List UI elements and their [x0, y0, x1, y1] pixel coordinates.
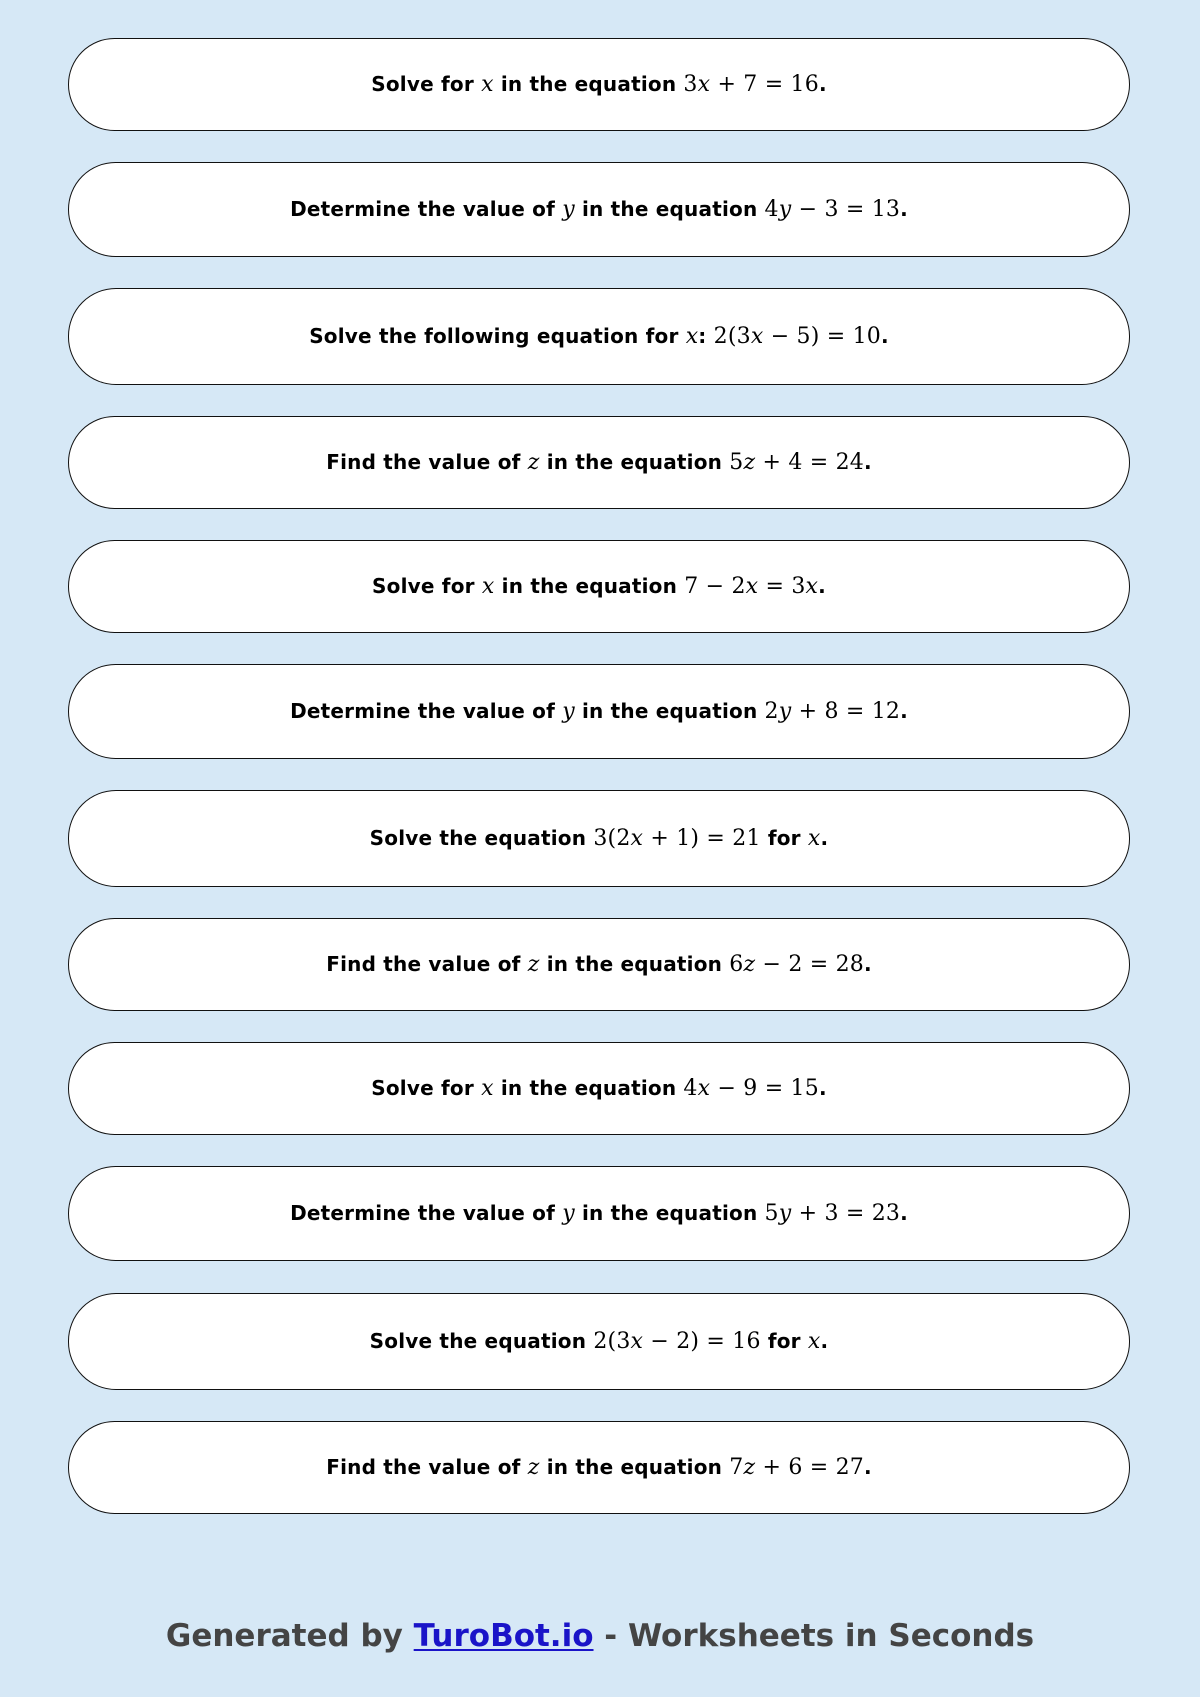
- footer-suffix: - Worksheets in Seconds: [593, 1618, 1035, 1654]
- math-expression: y: [562, 1201, 575, 1226]
- question-suffix: .: [818, 72, 827, 96]
- question-middle: in the equation: [494, 574, 685, 598]
- question-text: [326, 450, 872, 475]
- question-suffix: .: [863, 450, 872, 474]
- question-suffix: .: [900, 1201, 908, 1225]
- question-prefix: Solve the following equation for: [309, 324, 686, 348]
- math-expression: z: [527, 952, 540, 977]
- question-suffix: .: [818, 1076, 827, 1100]
- question-card: [68, 918, 1130, 1011]
- question-suffix: .: [880, 324, 889, 348]
- math-expression: z: [527, 450, 540, 475]
- math-expression: 6z − 2 = 28: [729, 952, 864, 977]
- math-expression: 3(2x + 1) = 21: [593, 826, 761, 851]
- question-suffix: .: [820, 826, 829, 850]
- question-card: [68, 790, 1130, 887]
- math-expression: 7 − 2x = 3x: [684, 574, 819, 599]
- math-expression: 3x + 7 = 16: [683, 72, 819, 97]
- math-expression: x: [481, 1076, 494, 1101]
- math-expression: 5z + 4 = 24: [729, 450, 864, 475]
- question-text: [371, 72, 827, 97]
- math-expression: x: [481, 72, 494, 97]
- math-expression: x: [807, 1329, 821, 1354]
- question-suffix: .: [863, 952, 872, 976]
- question-middle: in the equation: [539, 1455, 730, 1479]
- question-suffix: .: [863, 1455, 872, 1479]
- question-prefix: Determine the value of: [290, 197, 563, 221]
- question-middle: for: [760, 1329, 808, 1353]
- question-prefix: Determine the value of: [290, 699, 563, 723]
- question-middle: in the equation: [493, 72, 684, 96]
- question-card: [68, 664, 1130, 759]
- question-card: [68, 1042, 1130, 1135]
- question-middle: in the equation: [539, 450, 730, 474]
- question-text: [370, 826, 829, 851]
- question-middle: in the equation: [493, 1076, 684, 1100]
- question-middle: in the equation: [574, 197, 765, 221]
- question-middle: for: [760, 826, 808, 850]
- question-prefix: Find the value of: [326, 450, 528, 474]
- question-middle: in the equation: [574, 1201, 765, 1225]
- question-card: [68, 540, 1130, 633]
- question-card: [68, 1293, 1130, 1390]
- math-expression: 4x − 9 = 15: [683, 1076, 819, 1101]
- question-text: [290, 1201, 908, 1226]
- question-prefix: Determine the value of: [290, 1201, 563, 1225]
- question-card: [68, 38, 1130, 131]
- turobot-link[interactable]: TuroBot.io: [413, 1618, 594, 1654]
- question-text: [309, 324, 889, 349]
- question-middle: :: [698, 324, 714, 348]
- footer-prefix: Generated by: [165, 1618, 414, 1654]
- question-card: [68, 288, 1130, 385]
- math-expression: 2y + 8 = 12: [764, 699, 901, 724]
- math-expression: 5y + 3 = 23: [764, 1201, 901, 1226]
- question-prefix: Find the value of: [326, 1455, 528, 1479]
- question-suffix: .: [900, 197, 908, 221]
- question-prefix: Solve for: [371, 1076, 482, 1100]
- question-suffix: .: [818, 574, 826, 598]
- math-expression: 7z + 6 = 27: [729, 1455, 864, 1480]
- math-expression: 2(3x − 2) = 16: [593, 1329, 761, 1354]
- math-expression: y: [562, 197, 575, 222]
- question-text: [290, 699, 908, 724]
- question-prefix: Solve the equation: [369, 826, 594, 850]
- question-card: [68, 162, 1130, 257]
- question-text: [372, 574, 826, 599]
- question-card: [68, 1421, 1130, 1514]
- math-expression: y: [562, 699, 575, 724]
- question-text: [326, 1455, 872, 1480]
- question-suffix: .: [820, 1329, 829, 1353]
- question-card: [68, 416, 1130, 509]
- question-prefix: Find the value of: [326, 952, 528, 976]
- question-prefix: Solve the equation: [369, 1329, 594, 1353]
- math-expression: z: [527, 1455, 540, 1480]
- math-expression: x: [481, 574, 495, 599]
- question-middle: in the equation: [539, 952, 730, 976]
- math-expression: x: [685, 324, 699, 349]
- question-text: [371, 1076, 827, 1101]
- question-suffix: .: [900, 699, 908, 723]
- math-expression: 2(3x − 5) = 10: [713, 324, 881, 349]
- question-text: [370, 1329, 829, 1354]
- math-expression: x: [807, 826, 821, 851]
- footer: [0, 1618, 1200, 1654]
- math-expression: 4y − 3 = 13: [764, 197, 901, 222]
- question-text: [326, 952, 872, 977]
- question-card: [68, 1166, 1130, 1261]
- question-prefix: Solve for: [371, 72, 482, 96]
- question-prefix: Solve for: [372, 574, 482, 598]
- question-middle: in the equation: [574, 699, 765, 723]
- question-text: [290, 197, 908, 222]
